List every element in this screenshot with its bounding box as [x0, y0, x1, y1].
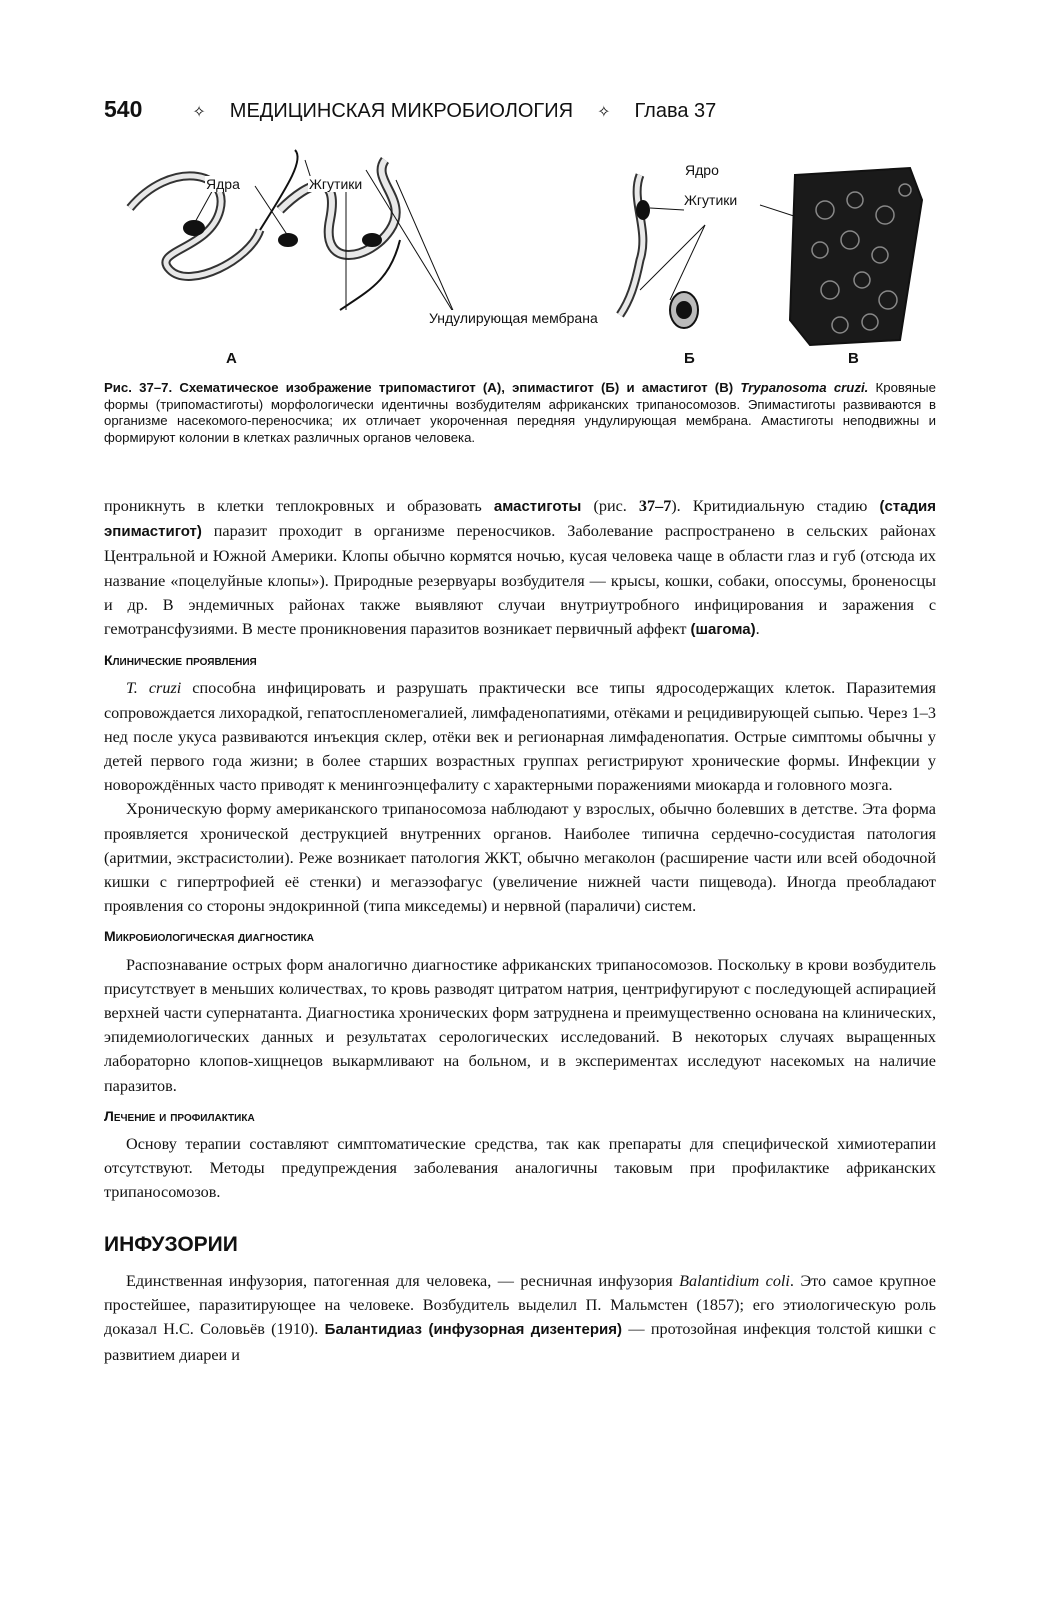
chapter-label: Глава 37: [634, 100, 717, 122]
section-heading: Клинические проявления: [104, 652, 257, 669]
paragraph: Основу терапии составляют симптоматические средства, так как препараты для специфической химиотерапии отсутствуют. Методы предупреждения заболевания аналогичны таковым при профилактике африканских трипаносомозов.: [104, 1135, 936, 1202]
paragraph: Хроническую форму американского трипаносомоза наблюдают у взрослых, обычно болевших в детстве. Эта форма проявляется хронической деструкцией внутренних органов. Наиболее типична сердечно-сосудистая патология (аритмии, экстрасистолии). Реже возникает патология ЖКТ, обычно мегаколон (расширение части или всей ободочной кишки с гипертрофией её стенки) и мегаэзофагус (увеличение нижней части пищевода). Иногда преобладают проявления со стороны эндокринной (типа микседемы) и нервной (параличи) систем.: [104, 800, 936, 916]
label-flagella-b: Жгутики: [684, 192, 738, 208]
paragraph: проникнуть в клетки теплокровных и образовать амастиготы (рис. 37–7). Критидиальную стадию (стадия эпимастигот) паразит проходит в организме переносчиков. Заболевание распространено в сельских районах Центральной и Южной Америки. Клопы обычно кормятся ночью, кусая человека чаще в области глаз и губ (отсюда их название «поцелуйные клопы»). Природные резервуары возбудителя — крысы, кошки, собаки, опоссумы, броненосцы и др. В эндемичных районах также выявляют случаи внутриутробного инфицирования и заражения с гемотрансфузиями. В месте проникновения паразитов возникает первичный аффект (шагома).: [104, 497, 936, 639]
header-separator-icon: ✧: [192, 104, 206, 121]
paragraph: Распознавание острых форм аналогично диагностике африканских трипаносомозов. Поскольку в крови возбудитель присутствует в меньших количествах, то кровь разводят цитратом натрия, центрифугируют с последующей аспирацией верхней части супернатанта. Диагностика хронических форм затруднена и преимущественно основана на клинических, эпидемиологических данных и результатах серологических исследований. В некоторых случаях выращенных лабораторно клопов-хищнецов выкармливают на больном, и в экспериментах исследуют насекомых на наличие паразитов.: [104, 955, 936, 1095]
book-title: МЕДИЦИНСКАЯ МИКРОБИОЛОГИЯ: [229, 100, 574, 122]
section-heading: Лечение и профилактика: [104, 1107, 255, 1124]
panel-label-c: В: [848, 350, 859, 367]
label-undulating-membrane: Ундулирующая мембрана: [429, 310, 598, 326]
header-separator-icon: ✧: [597, 104, 611, 121]
body-text: [104, 494, 936, 1367]
label-nuclei: Ядра: [206, 176, 240, 192]
paragraph: T. cruzi способна инфицировать и разрушать практически все типы ядросодержащих клеток. Паразитемия сопровождается лихорадкой, гепатоспленомегалией, лимфаденопатиями, отёками и рецидивирующей сыпью. Через 1–3 нед после укуса развиваются инъекция склер, отёки век и регионарная лимфаденопатия. Острые симптомы обычны у детей первого года жизни; в более старших возрастных группах регистрируют хронические формы. Инфекции у новорождённых часто приводят к менингоэнцефалиту с характерными поражениями миокарда и головного мозга.: [104, 679, 936, 795]
page-number: 540: [104, 96, 143, 122]
chapter-section-heading: ИНФУЗОРИИ: [104, 1232, 238, 1256]
caption-species: Trypanosoma cruzi.: [740, 380, 869, 395]
label-flagella-a: Жгутики: [309, 176, 363, 192]
section-heading: Микробиологическая диагностика: [104, 928, 314, 945]
panel-label-b: Б: [684, 350, 695, 367]
panel-label-a: А: [226, 350, 237, 367]
figure-caption: [104, 380, 936, 446]
paragraph: Единственная инфузория, патогенная для человека, — ресничная инфузория Balantidium coli. Это самое крупное простейшее, паразитирующее на человеке. Возбудитель выделил П. Мальмстен (1857); его этиологическую роль доказал Н.С. Соловьёв (1910). Балантидиаз (инфузорная дизентерия) — протозойная инфекция толстой кишки с развитием диареи и: [104, 1271, 936, 1364]
label-nucleus: Ядро: [685, 162, 719, 178]
figure-drawing: [110, 140, 930, 372]
trypanosoma-figure: [110, 140, 930, 372]
caption-text: Кровяные формы (трипомастиготы) морфологически идентичны возбудителям африканских трипаносомозов. Эпимастиготы развиваются в организме насекомого-переносчика; их отличает укороченная передняя ундулирующая мембрана. Амастиготы неподвижны и формируют колонии в клетках различных органов человека.: [104, 380, 936, 445]
caption-lead: Рис. 37–7. Схематическое изображение трипомастигот (А), эпимастигот (Б) и амастигот (В): [104, 380, 734, 395]
page-header: [104, 96, 924, 123]
